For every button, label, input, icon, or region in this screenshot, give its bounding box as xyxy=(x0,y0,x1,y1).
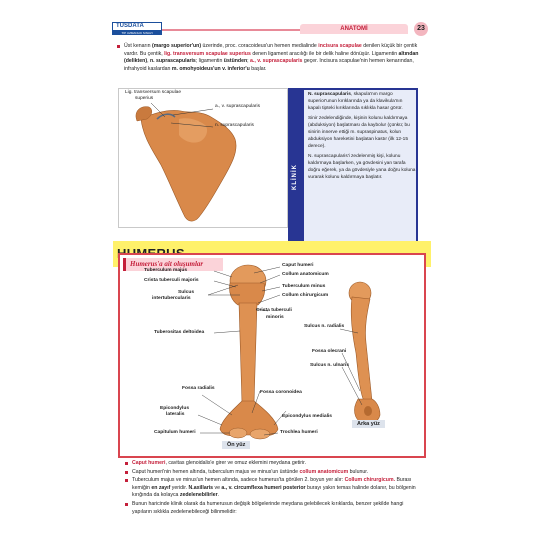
text: denen ligament aracılığı ile bir delik haline dönüşür. Ligamentin xyxy=(250,50,399,57)
label-capitulum: Capitulum humeri xyxy=(154,430,196,435)
label-collum-chir: Collum chirurgicum xyxy=(282,293,329,298)
term: m. omohyoideus'un v. inferior'u xyxy=(171,65,250,72)
humerus-back xyxy=(349,282,380,424)
label-epicondylus-med: Epicondylus medialis xyxy=(282,414,333,419)
text: . xyxy=(217,492,220,499)
label-fossa-olecrani: Fossa olecrani xyxy=(312,349,347,354)
term: N.axillaris xyxy=(188,484,214,491)
intro-paragraph xyxy=(124,43,422,73)
label-caput: Caput humeri xyxy=(282,263,314,268)
bullet-marker xyxy=(125,471,128,474)
label-sulcus-radialis: Sulcus n. radialis xyxy=(304,324,345,329)
text: Burası kemiğin xyxy=(132,477,412,491)
clinical-paragraph: Sinir zedelendiğinde, kişinin kolunu kaldırmaya (abduksiyon) başlatması da kaybolur (çünkü; bu sinirin innerve ettiği m. supraspinatus, kolun abduksiyon hareketini başlatan kastır (ilk 12-15 derece). xyxy=(308,116,410,149)
bullet-marker xyxy=(125,503,128,506)
list-item xyxy=(132,469,422,477)
clinical-text xyxy=(308,92,416,186)
bullet-marker xyxy=(125,462,128,465)
text: altından (delikten) xyxy=(124,50,419,65)
scapula-figure xyxy=(118,88,288,228)
label-trochlea: Trochlea humeri xyxy=(280,430,318,435)
bullet-marker xyxy=(117,45,120,48)
label-fossa-coronoidea: Fossa coronoidea xyxy=(260,390,302,395)
clinical-box xyxy=(288,88,418,243)
figure-heading: Humerus'a ait oluşumlar xyxy=(123,258,223,271)
label-epicondylus-lat-2: lateralis xyxy=(166,412,185,417)
text: ; ligamentin xyxy=(195,58,224,65)
list-item xyxy=(132,460,422,468)
text: (margo superior'un) xyxy=(151,43,202,49)
section-header: ANATOMİ xyxy=(300,24,408,34)
text: üzerinde, proc. coracoideus'un hemen medialinde xyxy=(201,43,319,49)
back-view-tag: Arka yüz xyxy=(352,420,385,428)
logo-text: TUSDATA xyxy=(112,22,162,31)
label-crista-majoris: Crista tuberculi majoris xyxy=(144,278,199,283)
scapula-illustration xyxy=(119,89,289,229)
front-view-tag: Ön yüz xyxy=(222,441,250,449)
term: a., v. suprascapularis xyxy=(250,58,303,65)
bullet-list xyxy=(132,460,422,517)
clinical-label: KLİNİK xyxy=(292,164,298,190)
text: , xyxy=(147,58,150,65)
term: Collum chirurgicum. xyxy=(344,477,396,484)
text: denilen küçük bir çentik vardır. Bu çentik, xyxy=(124,43,418,57)
clinical-side-bar xyxy=(290,90,304,241)
clinical-paragraph: N. suprascapularis'i zedelenmiş kişi, kolunu kaldırmaya başlarken, ya gövdesini yan tarafa doğru eğerek, ya da gövdesiyle yana doğru koluna vurarak kolunu kaldırmaya başlatır. xyxy=(308,154,416,180)
text: Tuberculum majus ve minus'un hemen altında, sadece humerus'ta görülen 2. boyun yer alır: xyxy=(132,477,345,484)
text: zedelenebilirler xyxy=(179,492,218,499)
label-tuberculum-majus: Tuberculum majus xyxy=(144,268,188,273)
label-tuberositas: Tuberositas deltoidea xyxy=(154,330,205,335)
label-sulcus-ulnaris: Sulcus n. ulnaris xyxy=(310,363,350,368)
label-ligament: Lig. transversum scapulae xyxy=(125,90,181,95)
label-sulcus-inter-2: intertubercularis xyxy=(152,296,191,301)
text: en zayıf xyxy=(151,484,171,491)
humerus-figure xyxy=(118,253,426,458)
term: Caput humeri xyxy=(132,460,166,466)
text: bulunur. xyxy=(348,468,369,475)
label-fossa-radialis: Fossa radialis xyxy=(182,386,215,391)
term: a., v. circumflexa humeri posterior xyxy=(221,484,306,491)
text: ; xyxy=(247,58,251,65)
text: başlar. xyxy=(249,65,267,72)
label-collum-anat: Collum anatomicum xyxy=(282,272,329,277)
text: geçer. Incisura scapulae'nin hemen kenarından, infrahyoid kaslardan xyxy=(124,58,414,72)
bullet-marker xyxy=(125,479,128,482)
term: incisura scapulae xyxy=(318,43,362,49)
text: ve xyxy=(213,484,222,491)
logo xyxy=(112,22,162,36)
logo-subtitle: TIP UZMANLIK SINAVI xyxy=(112,31,162,35)
term: lig. transversum scapulae superius xyxy=(164,50,251,57)
label-tuberculum-minus: Tuberculum minus xyxy=(282,284,326,289)
label-nerve: n. suprascapularis xyxy=(215,123,254,128)
text: burayı yakın temas halinde dolanır, bu bölgenin kırığında da kolayca xyxy=(132,484,416,499)
text: , cavitas glenoidalis'e girer ve omuz eklemini meydana getirir. xyxy=(165,460,306,466)
list-item xyxy=(132,477,422,500)
term: n. suprascapularis xyxy=(149,58,196,65)
page-number: 23 xyxy=(414,22,428,36)
label-sulcus-inter-1: Sulcus xyxy=(178,290,195,295)
text: üstünden xyxy=(223,58,248,65)
text: Üst kenarın xyxy=(124,43,152,49)
term: N. suprascapularis xyxy=(308,92,351,97)
list-item xyxy=(132,501,422,516)
clinical-paragraph xyxy=(308,92,416,112)
label-crista-minoris-1: Crista tuberculi xyxy=(256,308,292,313)
text: Bunun haricinde klinik olarak da humerusun değişik bölgelerinde meydana gelebilecek kırıklarda, benzer şekilde hangi yapıların sıklıkla zedelenebileceği bilinmelidir: xyxy=(132,500,404,515)
text: , skapula'nın margo superior'unun kırıklarında ya da klavikula'nın kapalı tipteki kırıklarında sıklıkla hasar görür. xyxy=(308,92,403,111)
label-artery: a., v. suprascapularis xyxy=(215,104,260,109)
term: collum anatomicum xyxy=(299,468,349,475)
text: yeridir. xyxy=(170,484,189,491)
label-crista-minoris-2: minoris xyxy=(266,315,284,320)
label-ligament-2: superius xyxy=(135,96,154,101)
text: Caput humeri'nin hemen altında, tuberculum majus ve minus'un üstünde xyxy=(132,468,300,475)
label-epicondylus-lat-1: Epicondylus xyxy=(160,406,190,411)
